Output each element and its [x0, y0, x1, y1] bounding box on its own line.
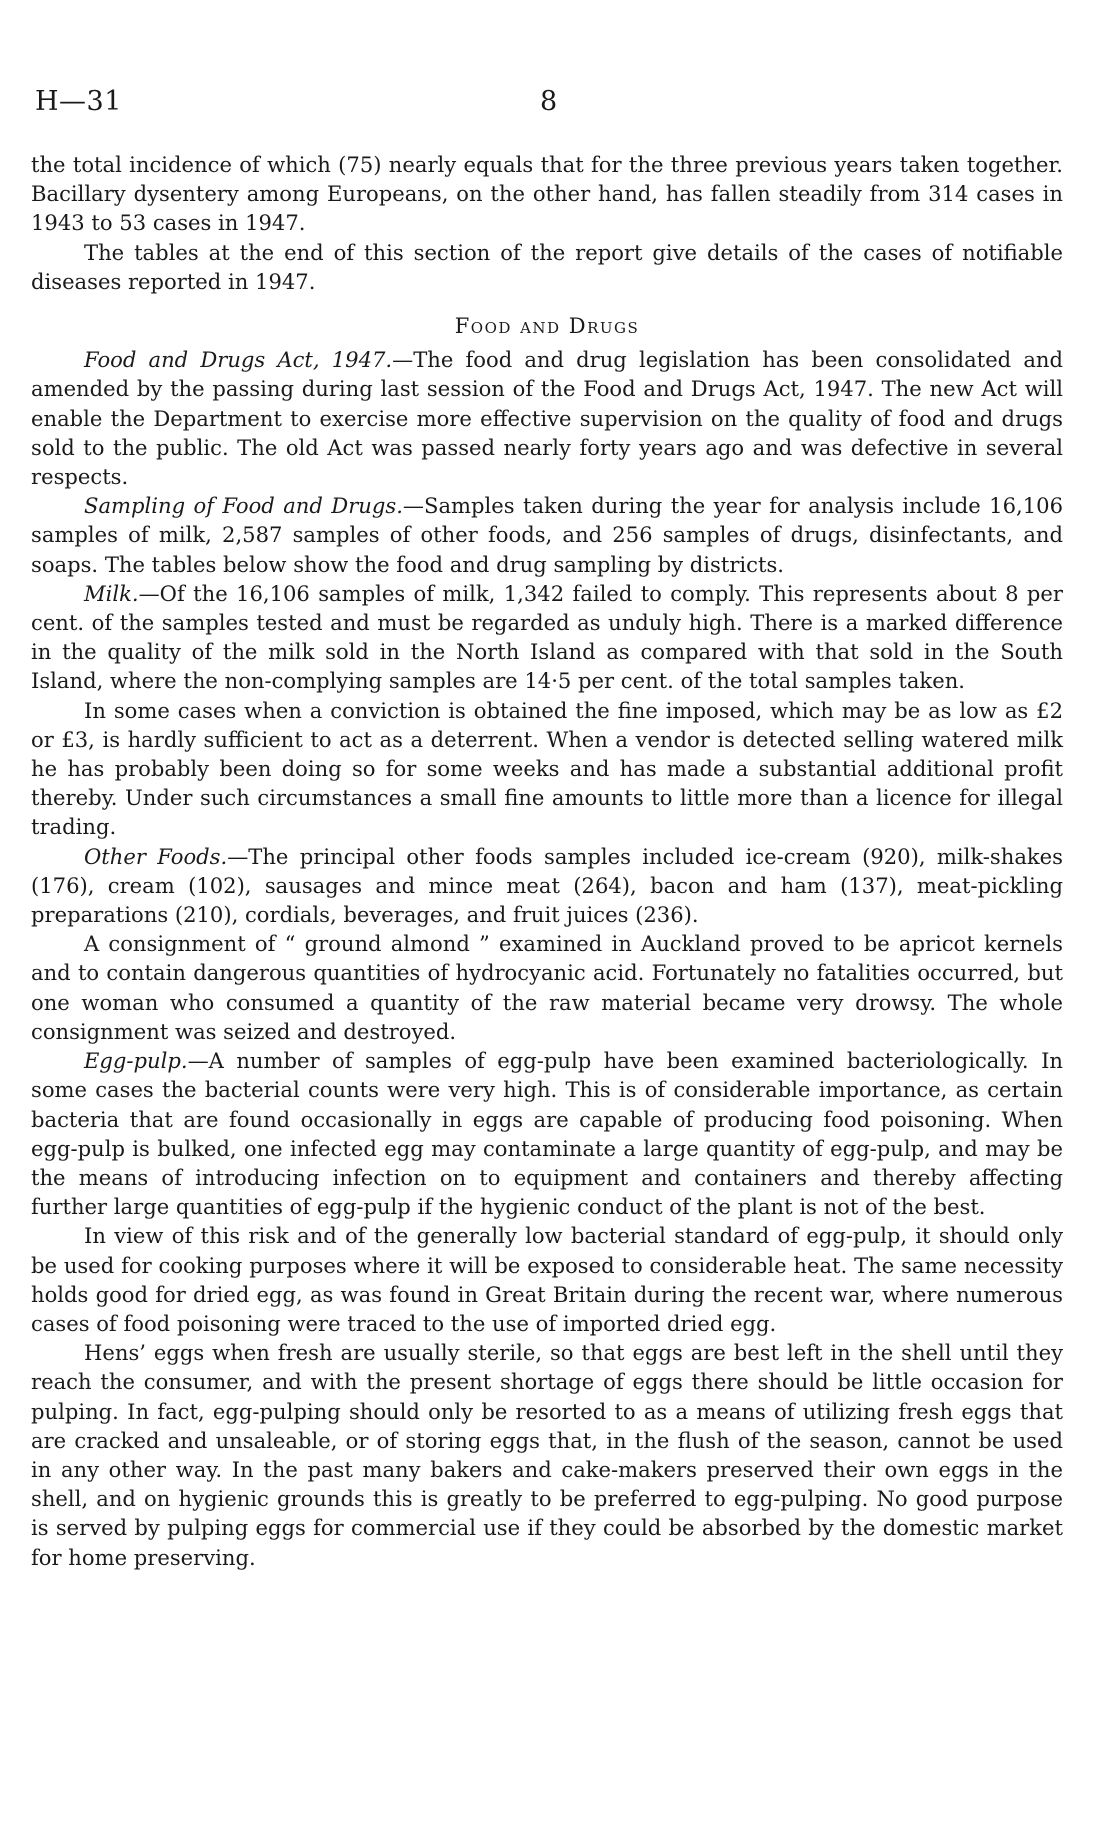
paragraph-ground-almond: A consignment of “ ground almond ” examined in Auckland proved to be apricot kernels and to contain dangerous quantities of hydrocyanic acid. Fortunately no fatalities occurred, but one woman who consumed a quantity of the raw material became very drowsy. The whole consignment was seized and destroyed. [31, 931, 1063, 1044]
paragraph-other-foods [31, 842, 1063, 930]
runin-heading-food-drugs-act: Food and Drugs Act, 1947. [84, 347, 393, 373]
paragraph-dysentery-continued: the total incidence of which (75) nearly equals that for the three previous years taken together. Bacillary dysentery among Europeans, on the other hand, has fallen steadily from 314 cases in 1943 to 53 cases in 1947. [31, 152, 1063, 236]
runin-heading-egg-pulp: Egg-pulp. [84, 1048, 188, 1074]
paragraph-egg-pulp-risk: In view of this risk and of the generally low bacterial standard of egg-pulp, it should only be used for cooking purposes where it will be exposed to considerable heat. The same necessity holds good for dried egg, as was found in Great Britain during the recent war, where numerous cases of food poisoning were traced to the use of imported dried egg. [31, 1223, 1063, 1336]
document-reference: H—31 [35, 86, 122, 117]
paragraph-milk [31, 579, 1063, 696]
paragraph-egg-pulp [31, 1046, 1063, 1221]
document-body [31, 150, 1063, 1572]
paragraph-food-drugs-act [31, 345, 1063, 491]
paragraph-tables-note: The tables at the end of this section of the report give details of the cases of notifiable diseases reported in 1947. [31, 239, 1063, 294]
paragraph-text: —Samples taken during the year for analysis include 16,106 samples of milk, 2,587 samples of other foods, and 256 samples of drugs, disinfectants, and soaps. The tables below show the food and drug sampling by districts. [31, 493, 1063, 577]
paragraph-text: —A number of samples of egg-pulp have been examined bacteriologically. In some cases the bacterial counts were very high. This is of considerable importance, as certain bacteria that are found occasionally in eggs are capable of producing food poisoning. When egg-pulp is bulked, one infected egg may contaminate a large quantity of egg-pulp, and may be the means of introducing infection on to equipment and containers and thereby affecting further large quantities of egg-pulp if the hygienic conduct of the plant is not of the best. [31, 1048, 1063, 1220]
runin-heading-milk: Milk. [84, 580, 139, 606]
paragraph-hens-eggs: Hens’ eggs when fresh are usually sterile, so that eggs are best left in the shell until they reach the consumer, and with the present shortage of eggs there should be little occasion for pulping. In fact, egg-pulping should only be resorted to as a means of utilizing fresh eggs that are cracked and unsaleable, or of storing eggs that, in the flush of the season, cannot be used in any other way. In the past many bakers and cake-makers preserved their own eggs in the shell, and on hygienic grounds this is greatly to be preferred to egg-pulping. No good purpose is served by pulping eggs for commercial use if they could be absorbed by the domestic market for home preserving. [31, 1340, 1063, 1570]
paragraph-text: —Of the 16,106 samples of milk, 1,342 failed to comply. This represents about 8 per cent. of the samples tested and must be regarded as unduly high. There is a marked difference in the quality of the milk sold in the North Island as compared with that sold in the South Island, where the non-complying samples are 14·5 per cent. of the total samples taken. [31, 580, 1063, 694]
runin-heading-sampling: Sampling of Food and Drugs. [84, 493, 403, 519]
page-number: 8 [540, 86, 558, 117]
paragraph-conviction: In some cases when a conviction is obtained the fine imposed, which may be as low as £2 or £3, is hardly sufficient to act as a deterrent. When a vendor is detected selling watered milk he has probably been doing so for some weeks and has made a substantial additional profit thereby. Under such circumstances a small fine amounts to little more than a licence for illegal trading. [31, 697, 1063, 840]
runin-heading-other-foods: Other Foods. [84, 843, 228, 869]
paragraph-text: —The food and drug legislation has been consolidated and amended by the passing during last session of the Food and Drugs Act, 1947. The new Act will enable the Department to exercise more effective supervision on the quality of food and drugs sold to the public. The old Act was passed nearly forty years ago and was defective in several respects. [31, 347, 1063, 490]
section-heading-food-and-drugs: Food and Drugs [454, 314, 640, 339]
paragraph-sampling [31, 491, 1063, 579]
paragraph-text: —The principal other foods samples included ice-cream (920), milk-shakes (176), cream (102), sausages and mince meat (264), bacon and ham (137), meat-pickling preparations (210), cordials, beverages, and fruit juices (236). [31, 843, 1063, 928]
